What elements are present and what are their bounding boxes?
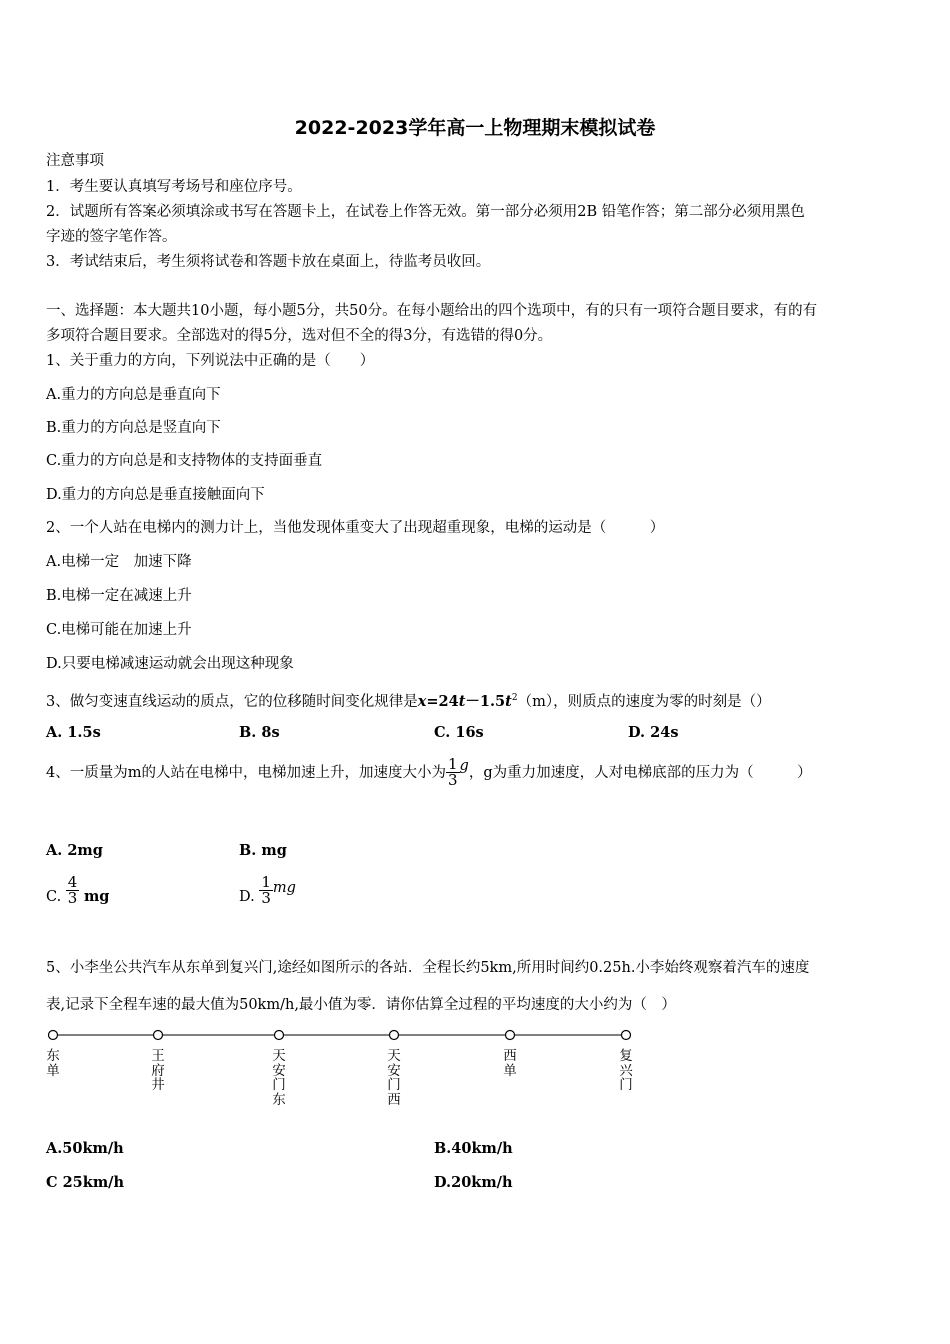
q2-option-c: C.电梯可能在加速上升 [46,622,192,638]
q4-fraction-denominator: 3 [447,771,458,789]
q1-option-d: D.重力的方向总是垂直接触面向下 [46,487,265,503]
notice-heading: 注意事项 [46,153,104,169]
q4-option-a: A. 2mg [46,842,103,859]
q1-option-a: A.重力的方向总是垂直向下 [46,387,221,403]
q1-option-c: C.重力的方向总是和支持物体的支持面垂直 [46,453,323,469]
q3-formula-mid: =24 [426,692,459,710]
q3-stem-text-b: （m），则质点的速度为零的时刻是（） [517,693,771,710]
q5-stem-line-1: 5、小李坐公共汽车从东单到复兴门,途经如图所示的各站．全程长约5km,所用时间约0.25h.小李始终观察着汽车的速度 [46,960,810,976]
station-marker-xidan [506,1031,515,1040]
q4-option-d-denominator: 3 [261,888,271,907]
q3-option-b: B. 8s [239,724,280,741]
notice-item-2-line-1: 2．试题所有答案必须填涂或书写在答题卡上，在试卷上作答无效。第一部分必须用2B 铅笔作答；第二部分必须用黑色 [46,204,805,220]
station-marker-dongdan [49,1031,58,1040]
station-label-tiananmen-west: 天安门西 [387,1048,401,1108]
station-label-fuxingmen: 复兴门 [619,1048,633,1093]
q4-option-d-label: D. [239,889,255,905]
section-instructions-line-1: 一、选择题：本大题共10小题，每小题5分，共50分。在每小题给出的四个选项中，有的只有一项符合题目要求，有的有 [46,303,818,319]
q4-option-d-numerator: 1 [261,872,271,891]
section-instructions-line-2: 多项符合题目要求。全部选对的得5分，选对但不全的得3分，有选错的得0分。 [46,328,553,344]
q3-formula-x: x [417,692,427,710]
page-title: 2022-2023学年高一上物理期末模拟试卷 [294,117,656,139]
notice-item-1: 1．考生要认真填写考场号和座位序号。 [46,179,302,195]
q3-stem-text-a: 3、做匀变速直线运动的质点，它的位移随时间变化规律是 [46,693,418,710]
q5-option-d: D.20km/h [434,1174,513,1191]
station-marker-tiananmen-west [390,1031,399,1040]
q2-option-d: D.只要电梯减速运动就会出现这种现象 [46,656,294,672]
q3-option-a: A. 1.5s [46,724,101,741]
q4-option-d-fraction [259,872,273,907]
q3-stem [46,689,771,711]
q4-stem [46,757,812,788]
q2-stem: 2、一个人站在电梯内的测力计上，当他发现体重变大了出现超重现象，电梯的运动是（ ） [46,520,665,536]
q4-fraction-variable: g [459,757,469,774]
station-label-dongdan: 东单 [46,1048,60,1079]
station-label-tiananmen-east: 天安门东 [272,1048,286,1108]
q4-option-c-var: mg [83,888,110,905]
q4-option-c-fraction [66,872,80,907]
q5-option-b: B.40km/h [434,1140,513,1157]
q4-option-c-denominator: 3 [67,888,78,907]
q4-fraction-numerator: 1 [447,755,458,773]
q2-option-a: A.电梯一定 加速下降 [46,554,192,570]
q3-option-c: C. 16s [434,724,484,741]
q3-formula-t2: t [505,692,512,710]
q4-option-d [239,874,296,906]
q4-fraction [446,757,460,788]
q4-stem-text-b: ，g为重力加速度，人对电梯底部的压力为（ ） [468,764,812,781]
q3-option-d: D. 24s [628,724,679,741]
q5-option-a: A.50km/h [46,1140,124,1157]
q1-option-b: B.重力的方向总是竖直向下 [46,420,221,436]
q3-formula-rest: －1.5 [465,692,506,710]
q4-option-c-numerator: 4 [67,872,78,891]
station-marker-tiananmen-east [275,1031,284,1040]
q4-stem-text-a: 4、一质量为m的人站在电梯中，电梯加速上升，加速度大小为 [46,764,446,781]
q3-formula-t: t [458,692,466,710]
station-marker-fuxingmen [622,1031,631,1040]
notice-item-3: 3．考试结束后，考生须将试卷和答题卡放在桌面上，待监考员收回。 [46,254,491,270]
q4-option-c-label: C. [46,889,62,905]
station-marker-wangfujing [154,1031,163,1040]
q3-formula-exponent: 2 [511,693,518,703]
q5-option-c: C 25km/h [46,1174,124,1191]
station-label-xidan: 西单 [503,1048,517,1079]
q4-option-d-var: mg [272,880,296,896]
q1-stem: 1、关于重力的方向，下列说法中正确的是（ ） [46,353,375,369]
q4-option-c [46,874,109,906]
q2-option-b: B.电梯一定在减速上升 [46,588,192,604]
station-label-wangfujing: 王府井 [151,1048,165,1093]
route-diagram [40,1024,640,1048]
notice-item-2-line-2: 字迹的签字笔作答。 [46,229,177,245]
q4-option-b: B. mg [239,842,287,859]
q5-stem-line-2: 表,记录下全程车速的最大值为50km/h,最小值为零．请你估算全过程的平均速度的大小约为（ ） [46,997,676,1013]
